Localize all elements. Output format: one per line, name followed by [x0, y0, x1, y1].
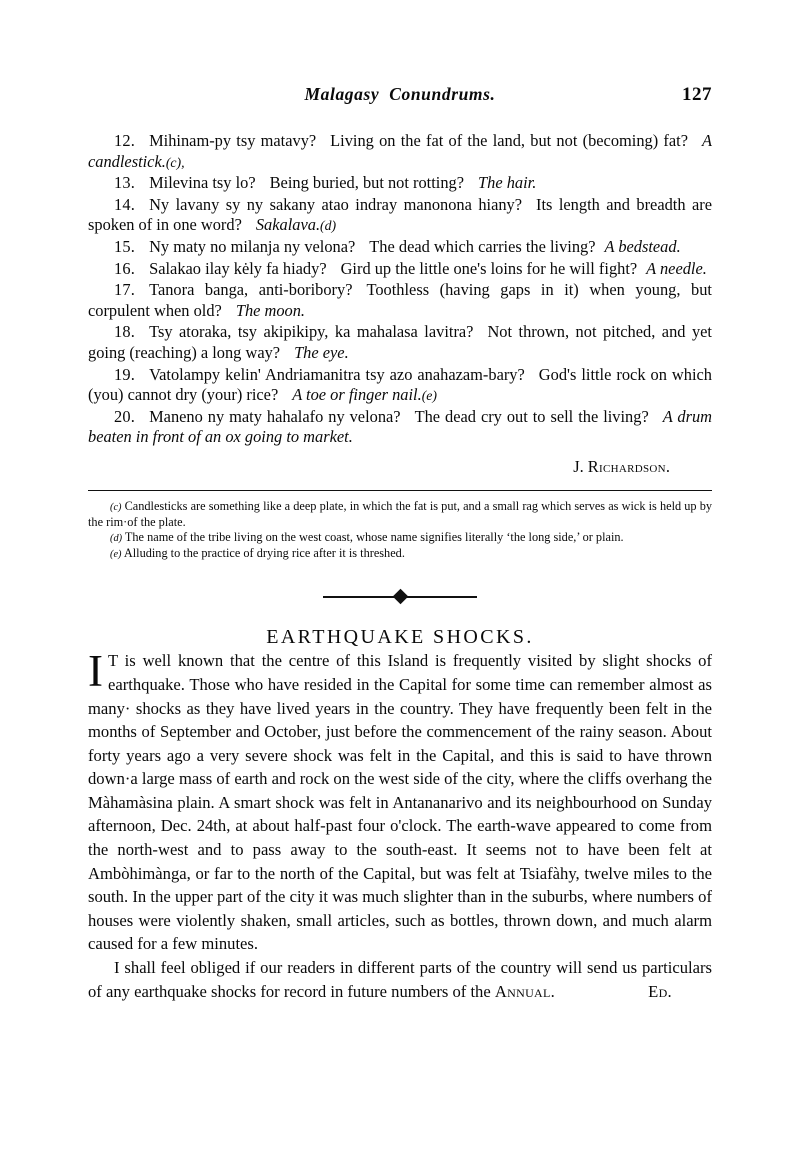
- conundrum-translation: Being buried, but not rotting?: [269, 173, 465, 193]
- footnote-text: Alluding to the practice of drying rice after it is threshed.: [121, 546, 405, 561]
- footnote-reference: (c),: [165, 154, 185, 170]
- conundrum-question: Tanora banga, anti-boribory?: [149, 280, 353, 300]
- footnote-marker: (d): [110, 532, 123, 544]
- conundrum-answer: The hair.: [478, 173, 537, 193]
- conundrum-translation: Toothless (having gaps in it) when young, but corpulent when old?: [88, 280, 712, 320]
- section-divider-ornament: [88, 588, 712, 604]
- conundrum-answer: A bedstead.: [604, 236, 681, 256]
- conundrum-number: 16.: [114, 258, 136, 278]
- conundrum-answer: A needle.: [646, 258, 707, 278]
- article-earthquake-shocks: [88, 626, 712, 1003]
- conundrum-translation: Gird up the little one's loins for he will fight?: [340, 258, 638, 278]
- conundrum-question: Milevina tsy lo?: [149, 173, 256, 193]
- page-number: 127: [682, 84, 712, 105]
- conundrum-question: Salakao ilay kėly fa hiady?: [149, 258, 327, 278]
- footnote-reference: (d): [320, 218, 337, 234]
- paragraph-body-text: by slight shocks of earthquake. Those who have resided in the Capital for some time can remember almost as many· shocks as they have lived years in the country. They have frequently been felt in the months of September and October, just before the commencement of the rainy season. About forty years ago a very severe shock was felt in the Capital, and this is said to have thrown down·a large mass of earth and rock on the west side of the city, where the cliffs overhang the Màhamàsina plain. A smart shock was felt in Antananarivo and its neighbourhood on Sunday afternoon, Dec. 24th, at about half-past four o'clock. The earth-wave appeared to come from the north-west and to pass away to the south-east. It seems not to have been felt at Ambòhimànga, or far to the north of the Capital, but was felt at Tsiafàhy, twelve miles to the south. In the upper part of the city it was much slighter than in the suburbs, where numbers of houses were violently shaken, small articles, such as bottles, thrown down, and much alarm caused for a few minutes.: [88, 651, 712, 954]
- conundrum-item: [88, 322, 712, 364]
- conundrum-answer: A toe or finger nail.: [292, 385, 422, 405]
- conundrum-answer: A candlestick.: [88, 131, 712, 171]
- paragraph-lead-text: T is well known that the centre of this Island is frequently visited: [108, 651, 573, 671]
- conundrum-item: [88, 259, 712, 281]
- paragraph-text-end: .: [550, 981, 555, 1001]
- author-surname: Richardson: [587, 456, 666, 476]
- byline-period: .: [665, 456, 670, 476]
- text-column: [88, 131, 712, 1003]
- conundrum-question: Maneno ny maty hahalafo ny velona?: [149, 406, 401, 426]
- drop-cap: I: [88, 646, 103, 697]
- conundrum-item: [88, 195, 712, 237]
- conundrum-number: 15.: [114, 236, 136, 256]
- article-paragraph-1: [88, 646, 712, 956]
- footnote-separator-rule: [88, 490, 712, 491]
- author-initial: J.: [573, 456, 588, 476]
- conundrum-answer: The moon.: [235, 300, 306, 320]
- conundrum-question: Mihinam-py tsy matavy?: [149, 131, 317, 150]
- conundrum-item: [88, 280, 712, 322]
- conundrum-question: Ny maty no milanja ny velona?: [149, 236, 356, 256]
- footnote-reference: (e): [421, 388, 437, 404]
- editor-signature: Ed.: [648, 981, 672, 1001]
- conundrum-number: 17.: [114, 280, 136, 300]
- footnote: [88, 546, 712, 562]
- footnote-list: [88, 499, 712, 563]
- conundrum-answer: Sakalava.: [255, 215, 321, 235]
- conundrum-translation: The dead which carries the living?: [369, 236, 596, 256]
- running-head-title: Malagasy Conundrums.: [304, 84, 496, 104]
- annual-reference: Annual: [494, 981, 551, 1001]
- conundrum-number: 18.: [114, 322, 136, 342]
- author-byline: [88, 457, 712, 478]
- diamond-icon: [392, 589, 408, 605]
- conundrum-question: Ny lavany sy ny sakany atao indray manonona hiany?: [149, 194, 523, 214]
- conundrum-translation: Living on the fat of the land, but not (becoming) fat?: [330, 131, 688, 150]
- conundrum-list: [88, 131, 712, 449]
- conundrum-item: [88, 173, 712, 195]
- footnote: [88, 530, 712, 546]
- conundrum-translation: God's little rock on which (you) cannot dry (your) rice?: [88, 364, 712, 405]
- conundrum-item: [88, 237, 712, 259]
- conundrum-answer: A drum beaten in front of an ox going to market.: [88, 406, 713, 447]
- article-paragraph-2: [88, 956, 712, 1003]
- conundrum-question: Vatolampy kelin' Andriamanitra tsy azo anahazam-bary?: [149, 364, 525, 384]
- conundrum-item: [88, 407, 712, 449]
- conundrum-item: [88, 365, 712, 407]
- conundrum-number: 14.: [114, 194, 136, 214]
- conundrum-translation: Not thrown, not pitched, and yet going (reaching) a long way?: [88, 322, 712, 362]
- paragraph-text-start: I shall feel obliged if our readers in different parts of the country will send us particulars of any earthquake shocks for record in future numbers of the: [88, 958, 712, 1001]
- conundrum-translation: Its length and breadth are spoken of in one word?: [88, 194, 712, 235]
- footnote-marker: (c): [110, 501, 122, 513]
- conundrum-answer: The eye.: [294, 342, 349, 362]
- conundrum-number: 12.: [114, 131, 136, 150]
- conundrum-number: 19.: [114, 364, 136, 384]
- footnote-text: Candlesticks are something like a deep plate, in which the fat is put, and a small rag which serves as wick is held up by the rim·of the plate.: [88, 498, 712, 529]
- conundrum-question: Tsy atoraka, tsy akipikipy, ka mahalasa lavitra?: [149, 322, 474, 342]
- conundrum-translation: The dead cry out to sell the living?: [414, 406, 649, 426]
- footnote-marker: (e): [110, 549, 122, 561]
- conundrum-number: 13.: [114, 173, 136, 193]
- footnote-text: The name of the tribe living on the west coast, whose name signifies literally ‘the long side,’ or plain.: [122, 529, 624, 544]
- footnote: [88, 499, 712, 530]
- running-head: [88, 84, 712, 114]
- conundrum-number: 20.: [114, 406, 136, 426]
- article-title: EARTHQUAKE SHOCKS.: [266, 626, 534, 649]
- conundrum-item: [88, 131, 712, 173]
